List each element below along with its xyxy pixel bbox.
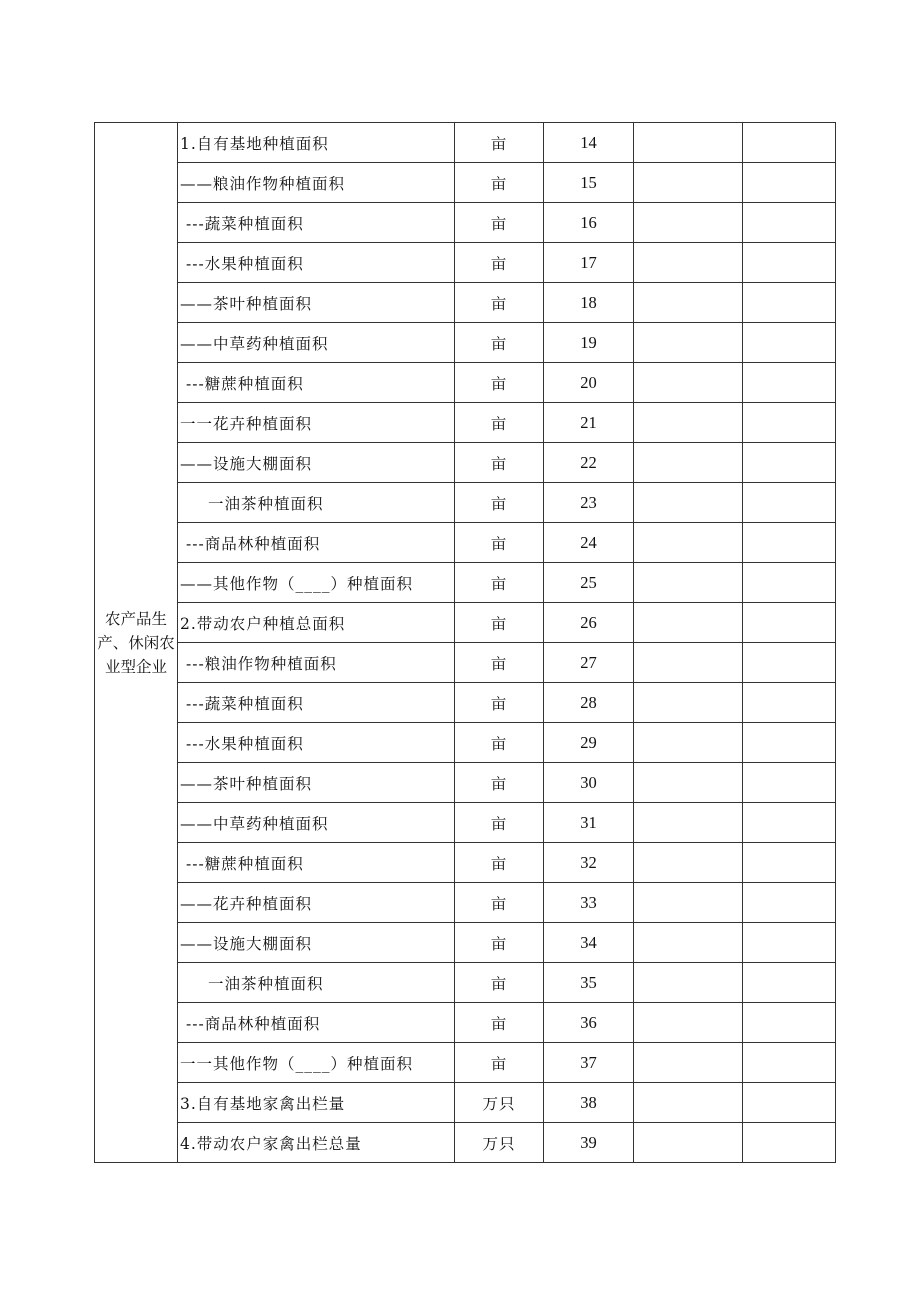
table-row <box>95 683 836 723</box>
item-name-cell: ——粮油作物种植面积 <box>178 163 455 203</box>
table-row <box>95 803 836 843</box>
value-input-cell[interactable] <box>743 763 836 803</box>
item-name-cell: 一油茶种植面积 <box>178 483 455 523</box>
unit-cell: 亩 <box>455 683 544 723</box>
unit-cell: 亩 <box>455 883 544 923</box>
value-input-cell[interactable] <box>743 1083 836 1123</box>
item-name-cell: 2.带动农户种植总面积 <box>178 603 455 643</box>
value-input-cell[interactable] <box>743 283 836 323</box>
table-row <box>95 923 836 963</box>
table-row <box>95 883 836 923</box>
table-row <box>95 1043 836 1083</box>
item-name-cell: ——花卉种植面积 <box>178 883 455 923</box>
value-input-cell[interactable] <box>634 403 743 443</box>
row-code-cell: 16 <box>544 203 634 243</box>
value-input-cell[interactable] <box>743 883 836 923</box>
value-input-cell[interactable] <box>634 243 743 283</box>
unit-cell: 亩 <box>455 963 544 1003</box>
table-row <box>95 723 836 763</box>
value-input-cell[interactable] <box>634 803 743 843</box>
value-input-cell[interactable] <box>743 803 836 843</box>
value-input-cell[interactable] <box>634 923 743 963</box>
category-label: 农产品生产、休闲农业型企业 <box>95 123 178 1163</box>
item-name-cell: ---商品林种植面积 <box>178 523 455 563</box>
unit-cell: 亩 <box>455 443 544 483</box>
table-row <box>95 363 836 403</box>
row-code-cell: 23 <box>544 483 634 523</box>
unit-cell: 亩 <box>455 283 544 323</box>
value-input-cell[interactable] <box>634 483 743 523</box>
table-row <box>95 403 836 443</box>
unit-cell: 亩 <box>455 923 544 963</box>
row-code-cell: 20 <box>544 363 634 403</box>
value-input-cell[interactable] <box>634 1043 743 1083</box>
unit-cell: 亩 <box>455 1043 544 1083</box>
value-input-cell[interactable] <box>634 123 743 163</box>
table-row <box>95 763 836 803</box>
row-code-cell: 17 <box>544 243 634 283</box>
row-code-cell: 28 <box>544 683 634 723</box>
table-row <box>95 283 836 323</box>
value-input-cell[interactable] <box>634 1123 743 1163</box>
unit-cell: 亩 <box>455 323 544 363</box>
row-code-cell: 27 <box>544 643 634 683</box>
value-input-cell[interactable] <box>743 123 836 163</box>
value-input-cell[interactable] <box>743 243 836 283</box>
table-row <box>95 163 836 203</box>
value-input-cell[interactable] <box>634 1003 743 1043</box>
row-code-cell: 34 <box>544 923 634 963</box>
value-input-cell[interactable] <box>634 443 743 483</box>
table-row <box>95 963 836 1003</box>
value-input-cell[interactable] <box>743 203 836 243</box>
item-name-cell: ——中草药种植面积 <box>178 803 455 843</box>
value-input-cell[interactable] <box>743 843 836 883</box>
item-name-cell: 一油茶种植面积 <box>178 963 455 1003</box>
value-input-cell[interactable] <box>634 963 743 1003</box>
item-name-cell: ---蔬菜种植面积 <box>178 203 455 243</box>
value-input-cell[interactable] <box>743 563 836 603</box>
value-input-cell[interactable] <box>743 443 836 483</box>
value-input-cell[interactable] <box>743 963 836 1003</box>
row-code-cell: 39 <box>544 1123 634 1163</box>
table-row <box>95 843 836 883</box>
row-code-cell: 15 <box>544 163 634 203</box>
value-input-cell[interactable] <box>634 363 743 403</box>
table-row <box>95 123 836 163</box>
value-input-cell[interactable] <box>634 883 743 923</box>
table-row <box>95 1123 836 1163</box>
row-code-cell: 30 <box>544 763 634 803</box>
value-input-cell[interactable] <box>743 1003 836 1043</box>
item-name-cell: ——设施大棚面积 <box>178 443 455 483</box>
unit-cell: 亩 <box>455 163 544 203</box>
unit-cell: 亩 <box>455 243 544 283</box>
unit-cell: 亩 <box>455 723 544 763</box>
unit-cell: 亩 <box>455 483 544 523</box>
value-input-cell[interactable] <box>634 723 743 763</box>
row-code-cell: 18 <box>544 283 634 323</box>
row-code-cell: 33 <box>544 883 634 923</box>
item-name-cell: 1.自有基地种植面积 <box>178 123 455 163</box>
table-row <box>95 443 836 483</box>
item-name-cell: ——其他作物（____）种植面积 <box>178 563 455 603</box>
row-code-cell: 26 <box>544 603 634 643</box>
row-code-cell: 14 <box>544 123 634 163</box>
unit-cell: 亩 <box>455 763 544 803</box>
item-name-cell: 一一花卉种植面积 <box>178 403 455 443</box>
unit-cell: 万只 <box>455 1083 544 1123</box>
unit-cell: 万只 <box>455 1123 544 1163</box>
item-name-cell: ---商品林种植面积 <box>178 1003 455 1043</box>
value-input-cell[interactable] <box>634 203 743 243</box>
row-code-cell: 32 <box>544 843 634 883</box>
value-input-cell[interactable] <box>743 363 836 403</box>
unit-cell: 亩 <box>455 1003 544 1043</box>
row-code-cell: 24 <box>544 523 634 563</box>
item-name-cell: ---蔬菜种植面积 <box>178 683 455 723</box>
unit-cell: 亩 <box>455 123 544 163</box>
value-input-cell[interactable] <box>743 163 836 203</box>
value-input-cell[interactable] <box>634 643 743 683</box>
row-code-cell: 38 <box>544 1083 634 1123</box>
table-row <box>95 1003 836 1043</box>
value-input-cell[interactable] <box>743 523 836 563</box>
value-input-cell[interactable] <box>634 563 743 603</box>
table-row <box>95 523 836 563</box>
unit-cell: 亩 <box>455 523 544 563</box>
value-input-cell[interactable] <box>743 323 836 363</box>
value-input-cell[interactable] <box>743 1123 836 1163</box>
value-input-cell[interactable] <box>634 603 743 643</box>
table-row <box>95 243 836 283</box>
table-body <box>95 123 836 1163</box>
item-name-cell: ——茶叶种植面积 <box>178 763 455 803</box>
item-name-cell: ---糖蔗种植面积 <box>178 843 455 883</box>
item-name-cell: ——中草药种植面积 <box>178 323 455 363</box>
value-input-cell[interactable] <box>743 723 836 763</box>
value-input-cell[interactable] <box>743 683 836 723</box>
table-row <box>95 563 836 603</box>
table-row <box>95 643 836 683</box>
unit-cell: 亩 <box>455 363 544 403</box>
statistics-table <box>94 122 836 1163</box>
row-code-cell: 37 <box>544 1043 634 1083</box>
value-input-cell[interactable] <box>743 403 836 443</box>
unit-cell: 亩 <box>455 203 544 243</box>
row-code-cell: 21 <box>544 403 634 443</box>
item-name-cell: ---水果种植面积 <box>178 243 455 283</box>
row-code-cell: 35 <box>544 963 634 1003</box>
value-input-cell[interactable] <box>634 683 743 723</box>
row-code-cell: 36 <box>544 1003 634 1043</box>
value-input-cell[interactable] <box>634 1083 743 1123</box>
item-name-cell: 3.自有基地家禽出栏量 <box>178 1083 455 1123</box>
item-name-cell: 4.带动农户家禽出栏总量 <box>178 1123 455 1163</box>
value-input-cell[interactable] <box>743 603 836 643</box>
unit-cell: 亩 <box>455 603 544 643</box>
table-row <box>95 203 836 243</box>
value-input-cell[interactable] <box>743 1043 836 1083</box>
row-code-cell: 19 <box>544 323 634 363</box>
row-code-cell: 22 <box>544 443 634 483</box>
row-code-cell: 29 <box>544 723 634 763</box>
unit-cell: 亩 <box>455 843 544 883</box>
table-row <box>95 323 836 363</box>
table-row <box>95 1083 836 1123</box>
value-input-cell[interactable] <box>634 323 743 363</box>
value-input-cell[interactable] <box>743 923 836 963</box>
item-name-cell: ---糖蔗种植面积 <box>178 363 455 403</box>
value-input-cell[interactable] <box>743 643 836 683</box>
value-input-cell[interactable] <box>634 163 743 203</box>
value-input-cell[interactable] <box>634 763 743 803</box>
unit-cell: 亩 <box>455 643 544 683</box>
value-input-cell[interactable] <box>634 523 743 563</box>
row-code-cell: 25 <box>544 563 634 603</box>
value-input-cell[interactable] <box>634 843 743 883</box>
table-row <box>95 483 836 523</box>
table-row <box>95 603 836 643</box>
unit-cell: 亩 <box>455 803 544 843</box>
item-name-cell: 一一其他作物（____）种植面积 <box>178 1043 455 1083</box>
item-name-cell: ---粮油作物种植面积 <box>178 643 455 683</box>
value-input-cell[interactable] <box>634 283 743 323</box>
unit-cell: 亩 <box>455 563 544 603</box>
unit-cell: 亩 <box>455 403 544 443</box>
item-name-cell: ——茶叶种植面积 <box>178 283 455 323</box>
row-code-cell: 31 <box>544 803 634 843</box>
value-input-cell[interactable] <box>743 483 836 523</box>
item-name-cell: ——设施大棚面积 <box>178 923 455 963</box>
item-name-cell: ---水果种植面积 <box>178 723 455 763</box>
